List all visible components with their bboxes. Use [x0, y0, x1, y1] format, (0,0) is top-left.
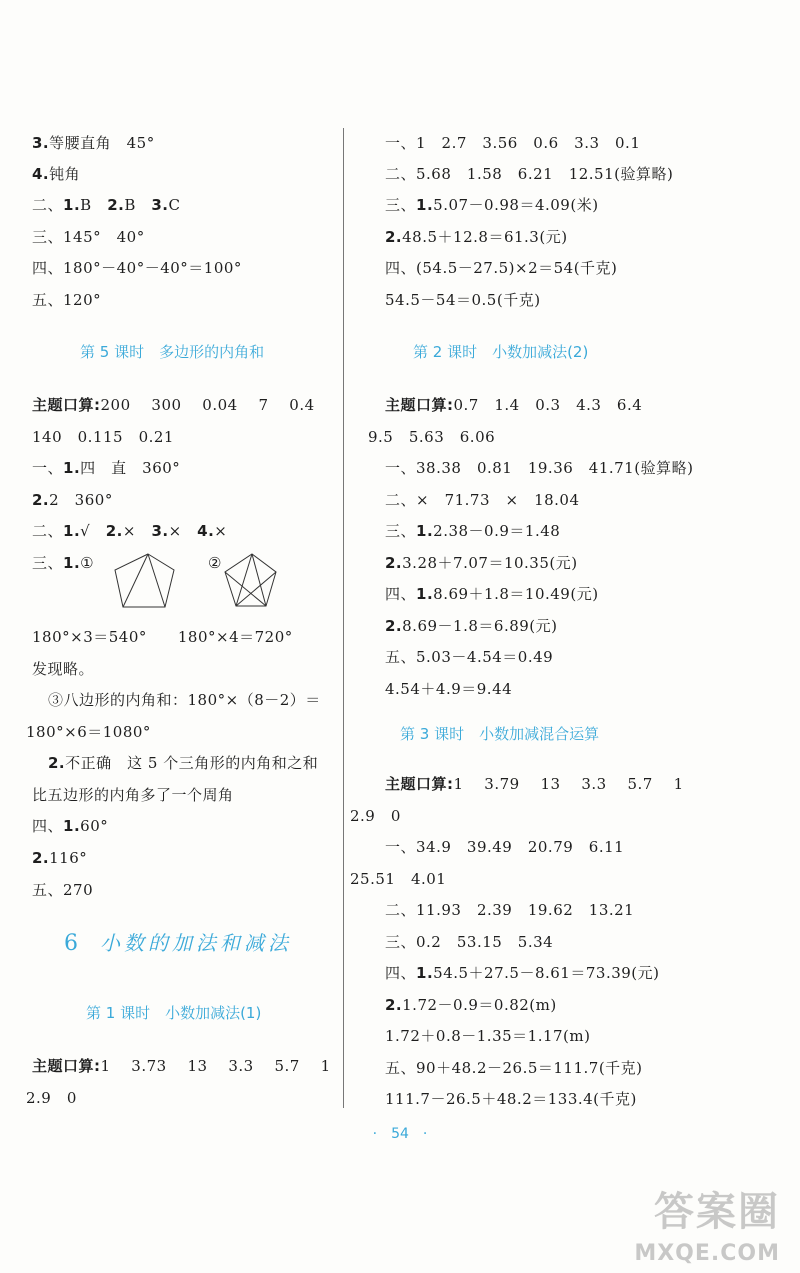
answer-line: 2.116°	[32, 849, 88, 867]
oral-calc-continuation: 2.9 0	[350, 807, 401, 825]
answer-line: 二、1.√ 2.× 3.× 4.×	[32, 522, 228, 540]
answer-line: 四、1.8.69＋1.8＝10.49(元)	[385, 585, 599, 603]
answer-line: 二、11.93 2.39 19.62 13.21	[385, 901, 635, 919]
oral-calc-continuation: 9.5 5.63 6.06	[368, 428, 496, 446]
answer-line-continuation: 比五边形的内角多了一个周角	[32, 786, 234, 804]
answer-line: 三、145° 40°	[32, 228, 145, 246]
answer-line-continuation: 180°×6＝1080°	[26, 723, 151, 741]
answer-line: 二、× 71.73 × 18.04	[385, 491, 580, 509]
answer-line: 4.钝角	[32, 165, 81, 183]
figure-2-label: ②	[208, 554, 222, 572]
answer-line: 五、270	[32, 881, 94, 899]
answer-line: 111.7－26.5＋48.2＝133.4(千克)	[385, 1090, 637, 1108]
chapter-title: 小数的加法和减法	[100, 931, 292, 955]
answer-line: 四、(54.5－27.5)×2＝54(千克)	[385, 259, 618, 277]
answer-line: 三、1.5.07－0.98＝4.09(米)	[385, 196, 599, 214]
watermark-site-text: MXQE.COM	[634, 1241, 780, 1266]
watermark-logo	[590, 1180, 790, 1270]
section-heading-lesson-1: 第 1 课时 小数加减法(1)	[86, 1004, 262, 1022]
answer-line: 1.72＋0.8－1.35＝1.17(m)	[385, 1027, 591, 1045]
chapter-number: 6	[64, 931, 78, 956]
answer-line: 2.1.72－0.9＝0.82(m)	[385, 996, 557, 1014]
answer-line: 2.不正确 这 5 个三角形的内角和之和	[48, 754, 319, 772]
watermark-logo-text: 答案圈	[654, 1189, 780, 1235]
answer-line: 五、5.03－4.54＝0.49	[385, 648, 554, 666]
answer-line: 3.等腰直角 45°	[32, 134, 155, 152]
answer-line: 二、5.68 1.58 6.21 12.51(验算略)	[385, 165, 674, 183]
section-heading-lesson-2: 第 2 课时 小数加减法(2)	[413, 343, 589, 361]
oral-calc-line: 主题口算:200 300 0.04 7 0.4	[32, 396, 315, 414]
oral-calc-line: 主题口算:1 3.79 13 3.3 5.7 1	[385, 775, 684, 793]
answer-line: 180°×3＝540° 180°×4＝720°	[32, 628, 293, 646]
answer-line: 2.8.69－1.8＝6.89(元)	[385, 617, 558, 635]
answer-line: 一、1 2.7 3.56 0.6 3.3 0.1	[385, 134, 641, 152]
answer-line: 2.2 360°	[32, 491, 113, 509]
chapter-heading	[64, 930, 292, 957]
answer-line: 四、1.54.5＋27.5－8.61＝73.39(元)	[385, 964, 660, 982]
section-heading-lesson-3: 第 3 课时 小数加减混合运算	[400, 725, 600, 743]
answer-line: 一、38.38 0.81 19.36 41.71(验算略)	[385, 459, 694, 477]
pentagon-2	[225, 554, 276, 606]
oral-calc-continuation: 140 0.115 0.21	[32, 428, 174, 446]
answer-line: ③八边形的内角和：180°×（8－2）＝	[48, 691, 321, 709]
oral-calc-continuation: 2.9 0	[26, 1089, 77, 1107]
answer-line: 三、0.2 53.15 5.34	[385, 933, 554, 951]
answer-line: 五、120°	[32, 291, 102, 309]
answer-line: 发现略。	[32, 660, 95, 678]
answer-line: 2.48.5＋12.8＝61.3(元)	[385, 228, 568, 246]
answer-line: 54.5－54＝0.5(千克)	[385, 291, 541, 309]
oral-calc-line: 主题口算:0.7 1.4 0.3 4.3 6.4	[385, 396, 643, 414]
answer-line: 五、90＋48.2－26.5＝111.7(千克)	[385, 1059, 643, 1077]
oral-calc-line: 主题口算:1 3.73 13 3.3 5.7 1	[32, 1057, 331, 1075]
section-heading-lesson-5: 第 5 课时 多边形的内角和	[80, 343, 265, 361]
answer-line: 一、34.9 39.49 20.79 6.11	[385, 838, 625, 856]
answer-line: 四、180°－40°－40°＝100°	[32, 259, 242, 277]
answer-line: 三、1.2.38－0.9＝1.48	[385, 522, 561, 540]
page-number: · 54 ·	[372, 1126, 428, 1142]
answer-line-continuation: 25.51 4.01	[350, 870, 447, 888]
answer-line: 一、1.四 直 360°	[32, 459, 181, 477]
answer-line: 四、1.60°	[32, 817, 109, 835]
answer-line: 二、1.B 2.B 3.C	[32, 196, 181, 214]
pentagon-figures	[112, 552, 292, 612]
answer-line-with-figures: 三、1.①	[32, 554, 95, 572]
column-divider	[343, 128, 344, 1108]
answer-line: 4.54＋4.9＝9.44	[385, 680, 513, 698]
answer-line: 2.3.28＋7.07＝10.35(元)	[385, 554, 578, 572]
